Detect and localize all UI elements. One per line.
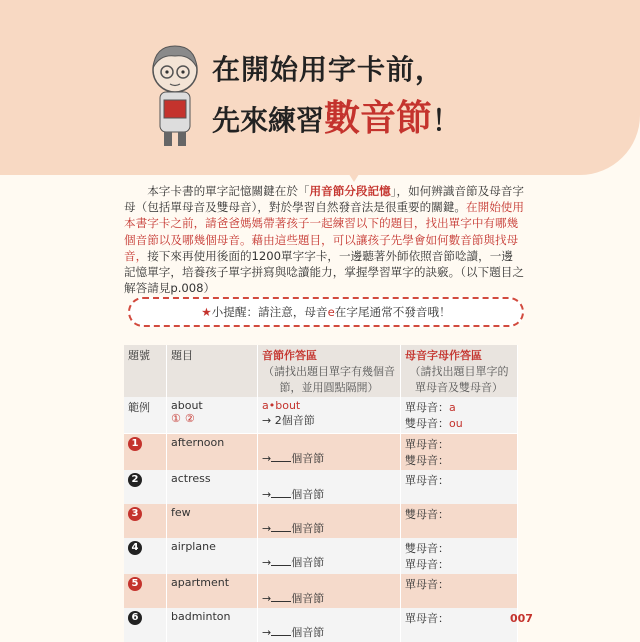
number-badge: 4 — [128, 541, 142, 555]
row-word: actress — [167, 470, 258, 504]
header-syllable — [258, 345, 401, 397]
row-vowel-1: 單母音： — [405, 474, 449, 487]
row-word: afternoon — [167, 434, 258, 471]
example-label: 範例 — [124, 397, 167, 434]
tip-highlight: e — [327, 305, 335, 319]
example-word: about — [171, 399, 203, 412]
circle-two: ② — [184, 412, 195, 425]
header-word: 題目 — [167, 345, 258, 397]
answer-blank[interactable] — [271, 531, 291, 532]
table-row — [124, 538, 518, 574]
example-double-label: 雙母音： — [405, 417, 449, 430]
header-syllable-sub: （請找出題目單字有幾個音節，並用圓點隔開） — [263, 365, 395, 394]
answer-blank[interactable] — [271, 601, 291, 602]
row-unit: 個音節 — [291, 556, 325, 569]
header-vowel-sub: （請找出題目單字的單母音及雙母音） — [409, 365, 509, 394]
exercise-table — [124, 345, 518, 642]
row-vowel-1: 雙母音： — [405, 542, 449, 555]
tip-text: 小提醒：請注意，母音 — [211, 305, 328, 319]
intro-highlight: 在開始使用本書字卡之前，請爸爸媽媽帶著孩子一起練習以下的題目，找出單字中有哪幾個音節以及哪幾個母音。藉由這些題目，可以讓孩子先學會如何數音節與找母音， — [124, 200, 524, 263]
row-arrow: → — [262, 522, 272, 535]
row-arrow: → — [262, 488, 272, 501]
example-single-label: 單母音： — [405, 401, 449, 414]
title-punct: ！ — [432, 104, 461, 137]
intro-text-3: 接下來再使用後面的1200單字字卡，一邊聽著外師依照音節唸讀，一邊記憶單字，培養孩子單字拼寫與唸讀能力，掌握學習單字的訣竅。（以下題目之解答請見p.008） — [124, 248, 524, 296]
header-number: 題號 — [124, 345, 167, 397]
row-unit: 個音節 — [291, 592, 325, 605]
tip-box — [128, 297, 524, 327]
title-text: 先來練習 — [212, 104, 325, 137]
row-arrow: → — [262, 452, 272, 465]
row-word: few — [167, 504, 258, 538]
number-badge: 3 — [128, 507, 142, 521]
table-row — [124, 574, 518, 608]
header-syllable-title: 音節作答區 — [262, 349, 317, 362]
page-number: 007 — [510, 612, 533, 625]
tip-text-end: 在字尾通常不發音哦！ — [334, 305, 451, 319]
table-header — [124, 345, 518, 397]
page-title-line1: 在開始用字卡前， — [212, 53, 445, 86]
row-unit: 個音節 — [291, 522, 325, 535]
intro-text-2: 」，如何辨識音節及母音字母（包括單母音及雙母音），對於學習自然發音法是很重要的關鍵。 — [124, 184, 525, 215]
star-icon: ★ — [201, 305, 212, 319]
number-badge: 6 — [128, 611, 142, 625]
example-vowel-cell — [401, 397, 518, 434]
title-highlight: 數音節 — [324, 97, 433, 139]
table-row — [124, 470, 518, 504]
number-badge: 5 — [128, 577, 142, 591]
row-unit: 個音節 — [291, 626, 325, 639]
table-row — [124, 504, 518, 538]
number-badge: 1 — [128, 437, 142, 451]
intro-text-1: 本字卡書的單字記憶關鍵在於「 — [124, 184, 310, 198]
answer-blank[interactable] — [271, 497, 291, 498]
intro-paragraph — [124, 183, 524, 296]
page-title-line2 — [212, 90, 460, 141]
number-badge: 2 — [128, 473, 142, 487]
answer-blank[interactable] — [271, 635, 291, 636]
girl-reading-illustration — [140, 40, 210, 150]
answer-blank[interactable] — [271, 461, 291, 462]
row-vowel-2: 雙母音： — [405, 454, 449, 467]
answer-blank[interactable] — [271, 565, 291, 566]
row-unit: 個音節 — [291, 452, 325, 465]
intro-keyword: 用音節分段記憶 — [309, 184, 391, 198]
row-vowel-1: 單母音： — [405, 612, 449, 625]
row-word: airplane — [167, 538, 258, 574]
example-syllable-cell — [258, 397, 401, 434]
row-word: badminton — [167, 608, 258, 642]
row-arrow: → — [262, 592, 272, 605]
row-vowel-1: 單母音： — [405, 438, 449, 451]
row-arrow: → — [262, 626, 272, 639]
example-word-cell — [167, 397, 258, 434]
row-vowel-1: 單母音： — [405, 578, 449, 591]
circle-one: ① — [171, 412, 181, 425]
row-unit: 個音節 — [291, 488, 325, 501]
table-row — [124, 608, 518, 642]
table-row — [124, 434, 518, 471]
row-vowel-2: 單母音： — [405, 558, 449, 571]
header-vowel-title: 母音字母作答區 — [405, 349, 482, 362]
row-vowel-1: 雙母音： — [405, 508, 449, 521]
example-double-value: ou — [449, 417, 463, 430]
row-word: apartment — [167, 574, 258, 608]
example-syllable-count: → 2個音節 — [262, 414, 315, 427]
header-vowel — [401, 345, 518, 397]
bubble-tail — [340, 160, 368, 182]
example-row — [124, 397, 518, 434]
row-arrow: → — [262, 556, 272, 569]
example-syllable-split: a•bout — [262, 399, 301, 412]
example-single-value: a — [449, 401, 456, 414]
